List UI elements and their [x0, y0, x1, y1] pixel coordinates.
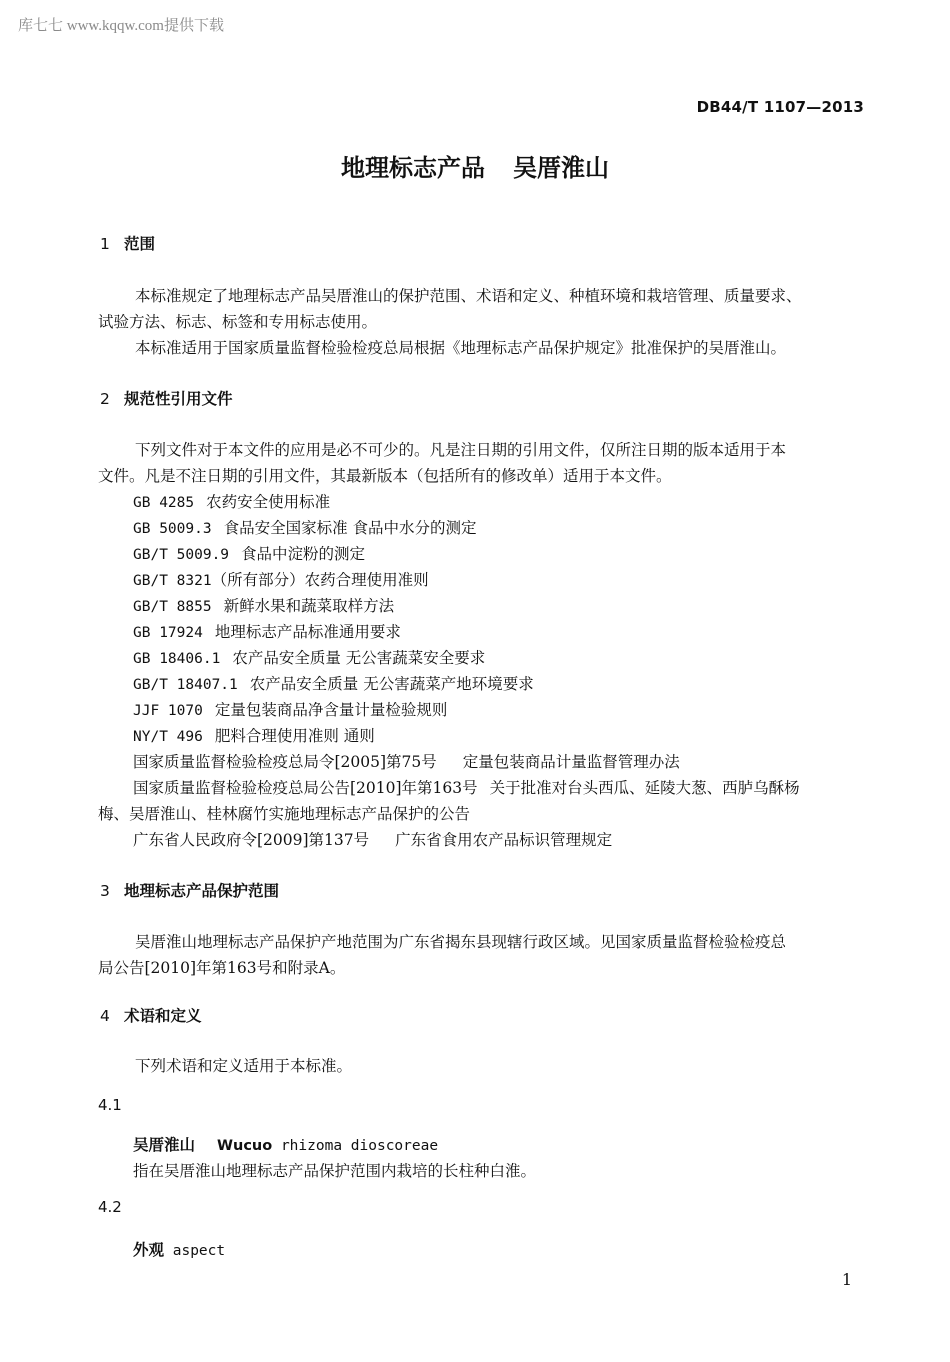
page-title [0, 148, 950, 183]
term-name: 吴厝淮山 [133, 1136, 196, 1154]
reference-item: GB/T 5009.9 食品中淀粉的测定 [133, 545, 366, 563]
section-heading-2: 2 规范性引用文件 [100, 390, 233, 408]
term-entry: 吴厝淮山 Wucuo rhizoma dioscoreae [133, 1136, 439, 1154]
reference-item: GB 17924 地理标志产品标准通用要求 [133, 623, 401, 641]
reference-item: GB/T 8855 新鲜水果和蔬菜取样方法 [133, 597, 395, 615]
term-name: 外观 [133, 1241, 165, 1259]
subsection-number: 4.1 [98, 1096, 122, 1114]
term-definition: 指在吴厝淮山地理标志产品保护范围内栽培的长柱种白淮。 [133, 1162, 537, 1180]
subsection-number: 4.2 [98, 1198, 122, 1216]
reference-item: GB 4285 农药安全使用标准 [133, 493, 331, 511]
reference-item: GB/T 8321（所有部分）农药合理使用准则 [133, 571, 429, 589]
section4-para-1: 下列术语和定义适用于本标准。 [135, 1057, 353, 1075]
section-heading-1: 1 范围 [100, 235, 156, 253]
title-part2: 吴厝淮山 [513, 154, 609, 182]
standard-code: DB44/T 1107—2013 [696, 98, 864, 116]
section1-para-2: 本标准适用于国家质量监督检验检疫总局根据《地理标志产品保护规定》批准保护的吴厝淮山。 [135, 339, 787, 357]
title-part1: 地理标志产品 [341, 154, 485, 182]
reference-item: GB 5009.3 食品安全国家标准 食品中水分的测定 [133, 519, 477, 537]
reference-item: NY/T 496 肥料合理使用准则 通则 [133, 727, 375, 745]
reference-item: 国家质量监督检验检疫总局令[2005]第75号 定量包装商品计量监督管理办法 [133, 753, 680, 771]
reference-item: JJF 1070 定量包装商品净含量计量检验规则 [133, 701, 448, 719]
term-entry: 外观 aspect [133, 1241, 226, 1259]
reference-item: GB/T 18407.1 农产品安全质量 无公害蔬菜产地环境要求 [133, 675, 534, 693]
reference-item: GB 18406.1 农产品安全质量 无公害蔬菜安全要求 [133, 649, 486, 667]
section-heading-4: 4 术语和定义 [100, 1007, 202, 1025]
page-number: 1 [841, 1270, 852, 1289]
section2-para-1: 下列文件对于本文件的应用是必不可少的。凡是注日期的引用文件，仅所注日期的版本适用于本 [135, 441, 787, 459]
section3-para-1-cont: 局公告[2010]年第163号和附录A。 [98, 959, 346, 977]
reference-item-cont: 梅、吴厝淮山、桂林腐竹实施地理标志产品保护的公告 [98, 805, 471, 823]
reference-item: 广东省人民政府令[2009]第137号 广东省食用农产品标识管理规定 [133, 831, 613, 849]
section-heading-3: 3 地理标志产品保护范围 [100, 882, 280, 900]
section1-para-1: 本标准规定了地理标志产品吴厝淮山的保护范围、术语和定义、种植环境和栽培管理、质量要求、 [135, 287, 802, 305]
reference-item: 国家质量监督检验检疫总局公告[2010]年第163号 关于批准对台头西瓜、延陵大葱、西胪乌酥杨 [133, 779, 800, 797]
section3-para-1: 吴厝淮山地理标志产品保护产地范围为广东省揭东县现辖行政区域。见国家质量监督检验检疫总 [135, 933, 787, 951]
section1-para-1-cont: 试验方法、标志、标签和专用标志使用。 [98, 313, 378, 331]
watermark: 库七七 www.kqqw.com提供下载 [18, 18, 224, 34]
section2-para-1-cont: 文件。凡是不注日期的引用文件，其最新版本（包括所有的修改单）适用于本文件。 [98, 467, 672, 485]
